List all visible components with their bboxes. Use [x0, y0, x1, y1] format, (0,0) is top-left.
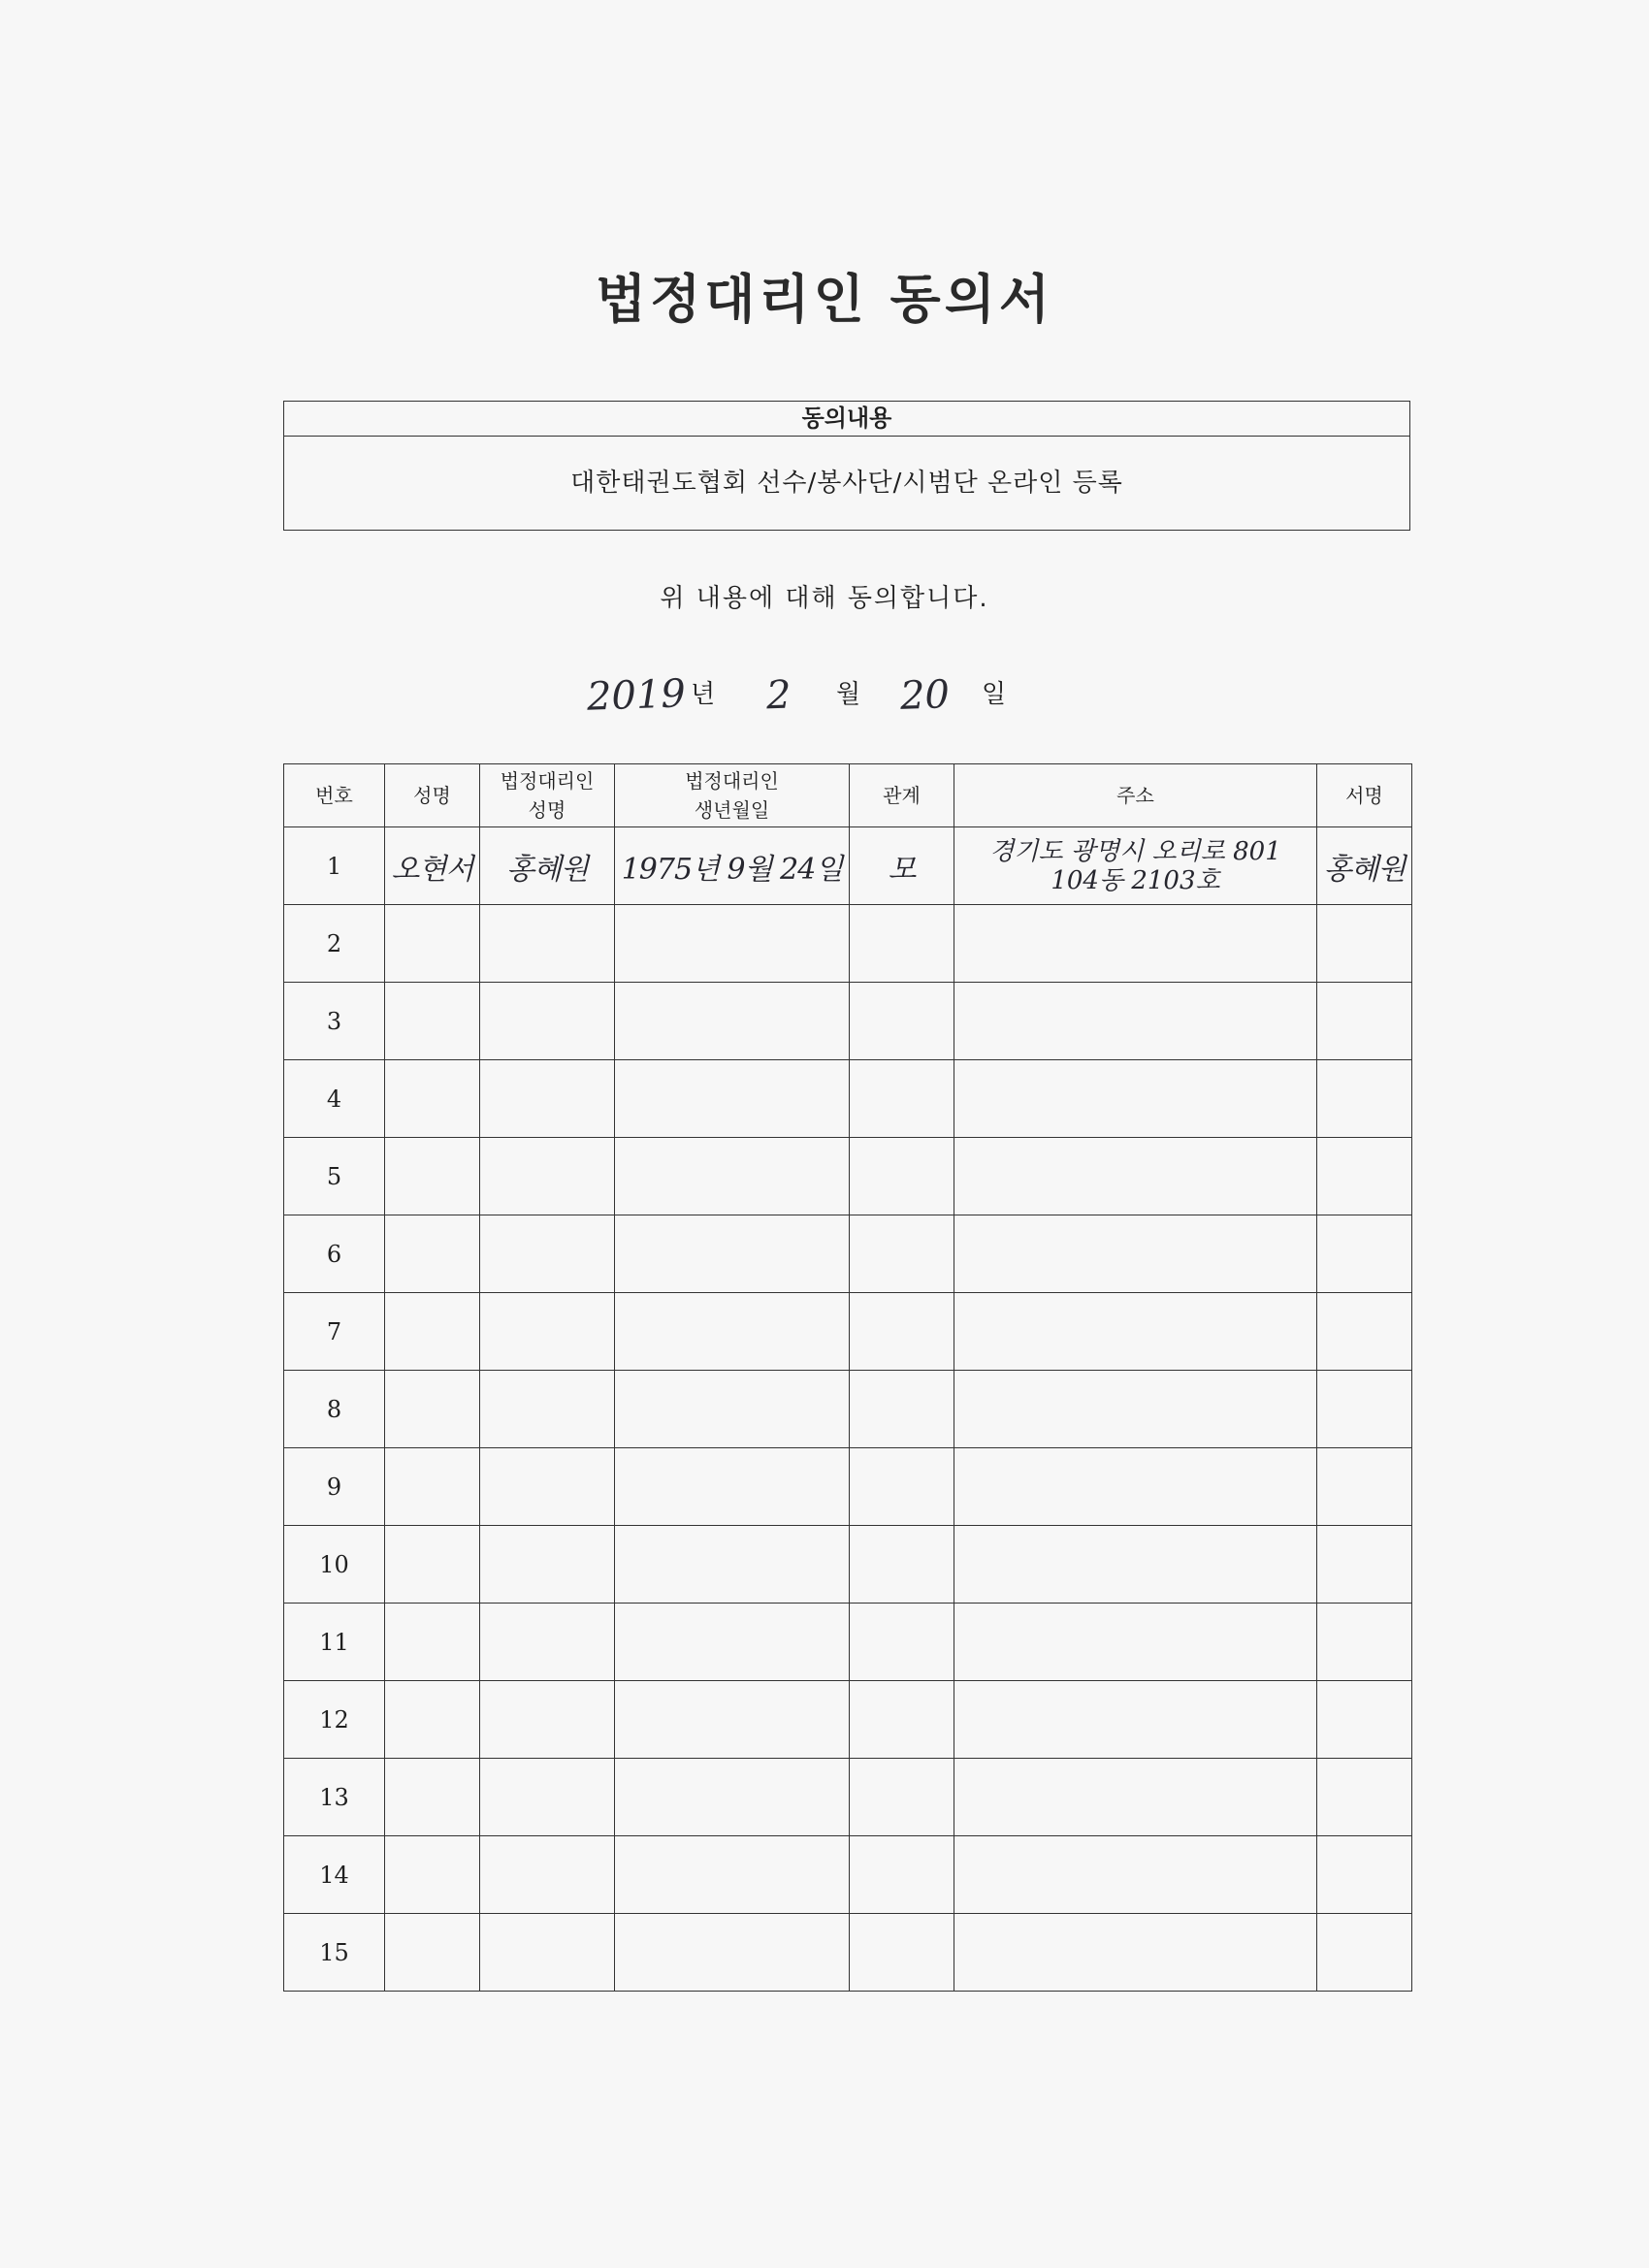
- header-relation: 관계: [850, 764, 954, 827]
- agreement-text: 위 내용에 대해 동의합니다.: [660, 584, 989, 613]
- row-guardian-birth: 1975년 9월 24일: [615, 827, 850, 905]
- header-signature: 서명: [1317, 764, 1412, 827]
- row-signature: [1317, 1526, 1412, 1604]
- row-guardian-birth: [615, 1138, 850, 1215]
- table-row: [284, 827, 1412, 905]
- row-address: [954, 1448, 1317, 1526]
- row-relation: [850, 1836, 954, 1914]
- row-relation: [850, 1371, 954, 1448]
- row-guardian-birth: [615, 983, 850, 1060]
- row-guardian-name: [480, 1914, 615, 1992]
- row-address: [954, 1914, 1317, 1992]
- row-number: 2: [284, 905, 385, 983]
- table-row: [284, 1914, 1412, 1992]
- guardian-table: [283, 763, 1412, 1992]
- row-guardian-name: [480, 905, 615, 983]
- row-signature: [1317, 1681, 1412, 1759]
- row-name: [385, 1138, 480, 1215]
- row-guardian-name: [480, 1836, 615, 1914]
- row-name: [385, 1060, 480, 1138]
- row-address: [954, 1060, 1317, 1138]
- table-row: [284, 1060, 1412, 1138]
- row-relation: [850, 1526, 954, 1604]
- table-row: [284, 1836, 1412, 1914]
- date-line: [0, 660, 1649, 718]
- consent-content: 대한태권도협회 선수/봉사단/시범단 온라인 등록: [570, 469, 1123, 498]
- row-relation: [850, 905, 954, 983]
- header-address: 주소: [954, 764, 1317, 827]
- row-signature: [1317, 1138, 1412, 1215]
- consent-header: 동의내용: [284, 402, 1409, 437]
- row-guardian-birth: [615, 905, 850, 983]
- table-body: [284, 827, 1412, 1992]
- row-signature: [1317, 1215, 1412, 1293]
- row-signature: [1317, 1836, 1412, 1914]
- row-number: 14: [284, 1836, 385, 1914]
- header-guardian-name: [480, 764, 615, 827]
- date-day-unit: 일: [982, 680, 1007, 709]
- table-row: [284, 1681, 1412, 1759]
- row-relation: [850, 1681, 954, 1759]
- table-row: [284, 1215, 1412, 1293]
- row-number: 9: [284, 1448, 385, 1526]
- row-guardian-name: [480, 1759, 615, 1836]
- row-address: [954, 1836, 1317, 1914]
- row-number: 10: [284, 1526, 385, 1604]
- row-address: [954, 905, 1317, 983]
- row-name: 오현서: [385, 827, 480, 905]
- row-address: [954, 1215, 1317, 1293]
- row-guardian-name: [480, 1293, 615, 1371]
- row-guardian-name: [480, 1371, 615, 1448]
- row-name: [385, 1526, 480, 1604]
- row-guardian-birth: [615, 1293, 850, 1371]
- row-guardian-birth: [615, 1681, 850, 1759]
- row-name: [385, 1448, 480, 1526]
- row-relation: [850, 1215, 954, 1293]
- table-row: [284, 1448, 1412, 1526]
- header-guardian-name-line2: 성명: [528, 798, 566, 822]
- row-name: [385, 1759, 480, 1836]
- row-guardian-birth: [615, 1371, 850, 1448]
- table-row: [284, 1604, 1412, 1681]
- row-guardian-name: [480, 1604, 615, 1681]
- table-row: [284, 983, 1412, 1060]
- date-day: 20: [899, 672, 951, 719]
- row-name: [385, 1836, 480, 1914]
- table-row: [284, 905, 1412, 983]
- row-guardian-name: [480, 1526, 615, 1604]
- row-signature: [1317, 1604, 1412, 1681]
- row-guardian-name: [480, 1060, 615, 1138]
- table-row: [284, 1138, 1412, 1215]
- row-number: 7: [284, 1293, 385, 1371]
- header-number: 번호: [284, 764, 385, 827]
- row-name: [385, 1681, 480, 1759]
- header-guardian-name-line1: 법정대리인: [500, 769, 595, 793]
- row-relation: [850, 1293, 954, 1371]
- row-number: 1: [284, 827, 385, 905]
- row-signature: [1317, 1371, 1412, 1448]
- row-guardian-birth: [615, 1526, 850, 1604]
- row-number: 4: [284, 1060, 385, 1138]
- date-year-unit: 년: [691, 680, 716, 709]
- row-address: [954, 1526, 1317, 1604]
- row-signature: [1317, 1060, 1412, 1138]
- table-row: [284, 1293, 1412, 1371]
- row-guardian-birth: [615, 1448, 850, 1526]
- row-address: [954, 827, 1317, 905]
- row-address: [954, 1604, 1317, 1681]
- row-guardian-birth: [615, 1914, 850, 1992]
- row-address: [954, 1759, 1317, 1836]
- row-name: [385, 1371, 480, 1448]
- row-address: [954, 983, 1317, 1060]
- row-address: [954, 1681, 1317, 1759]
- date-month: 2: [765, 672, 792, 719]
- page-title: 법정대리인 동의서: [595, 269, 1054, 330]
- row-address-line1: 경기도 광명시 오리로 801: [989, 836, 1281, 866]
- row-guardian-name: 홍혜원: [480, 827, 615, 905]
- row-guardian-name: [480, 983, 615, 1060]
- row-relation: [850, 1604, 954, 1681]
- row-relation: [850, 983, 954, 1060]
- table-row: [284, 1526, 1412, 1604]
- row-name: [385, 983, 480, 1060]
- row-number: 5: [284, 1138, 385, 1215]
- row-number: 15: [284, 1914, 385, 1992]
- row-number: 6: [284, 1215, 385, 1293]
- row-signature: [1317, 1914, 1412, 1992]
- row-relation: 모: [850, 827, 954, 905]
- row-address: [954, 1293, 1317, 1371]
- header-guardian-birth-line2: 생년월일: [694, 798, 770, 822]
- row-relation: [850, 1060, 954, 1138]
- row-name: [385, 1604, 480, 1681]
- row-signature: [1317, 983, 1412, 1060]
- header-guardian-birth-line1: 법정대리인: [685, 769, 779, 793]
- row-address: [954, 1138, 1317, 1215]
- consent-box: [283, 401, 1410, 531]
- row-number: 12: [284, 1681, 385, 1759]
- row-address-line2: 104동 2103호: [1051, 865, 1220, 895]
- row-number: 11: [284, 1604, 385, 1681]
- date-month-unit: 월: [836, 680, 861, 709]
- row-guardian-name: [480, 1448, 615, 1526]
- row-signature: 홍혜원: [1317, 827, 1412, 905]
- row-number: 13: [284, 1759, 385, 1836]
- table-row: [284, 1759, 1412, 1836]
- row-guardian-birth: [615, 1060, 850, 1138]
- row-guardian-birth: [615, 1215, 850, 1293]
- row-guardian-name: [480, 1681, 615, 1759]
- row-signature: [1317, 905, 1412, 983]
- row-guardian-birth: [615, 1759, 850, 1836]
- table-row: [284, 1371, 1412, 1448]
- row-number: 8: [284, 1371, 385, 1448]
- row-number: 3: [284, 983, 385, 1060]
- row-address: [954, 1371, 1317, 1448]
- row-guardian-name: [480, 1215, 615, 1293]
- row-relation: [850, 1138, 954, 1215]
- row-relation: [850, 1448, 954, 1526]
- row-guardian-name: [480, 1138, 615, 1215]
- row-signature: [1317, 1759, 1412, 1836]
- row-name: [385, 1914, 480, 1992]
- row-name: [385, 1215, 480, 1293]
- table-header-row: [284, 764, 1412, 827]
- date-year: 2019: [586, 671, 687, 720]
- row-signature: [1317, 1293, 1412, 1371]
- header-guardian-birth: [615, 764, 850, 827]
- row-relation: [850, 1759, 954, 1836]
- row-name: [385, 905, 480, 983]
- row-signature: [1317, 1448, 1412, 1526]
- row-relation: [850, 1914, 954, 1992]
- header-name: 성명: [385, 764, 480, 827]
- row-guardian-birth: [615, 1604, 850, 1681]
- row-guardian-birth: [615, 1836, 850, 1914]
- row-name: [385, 1293, 480, 1371]
